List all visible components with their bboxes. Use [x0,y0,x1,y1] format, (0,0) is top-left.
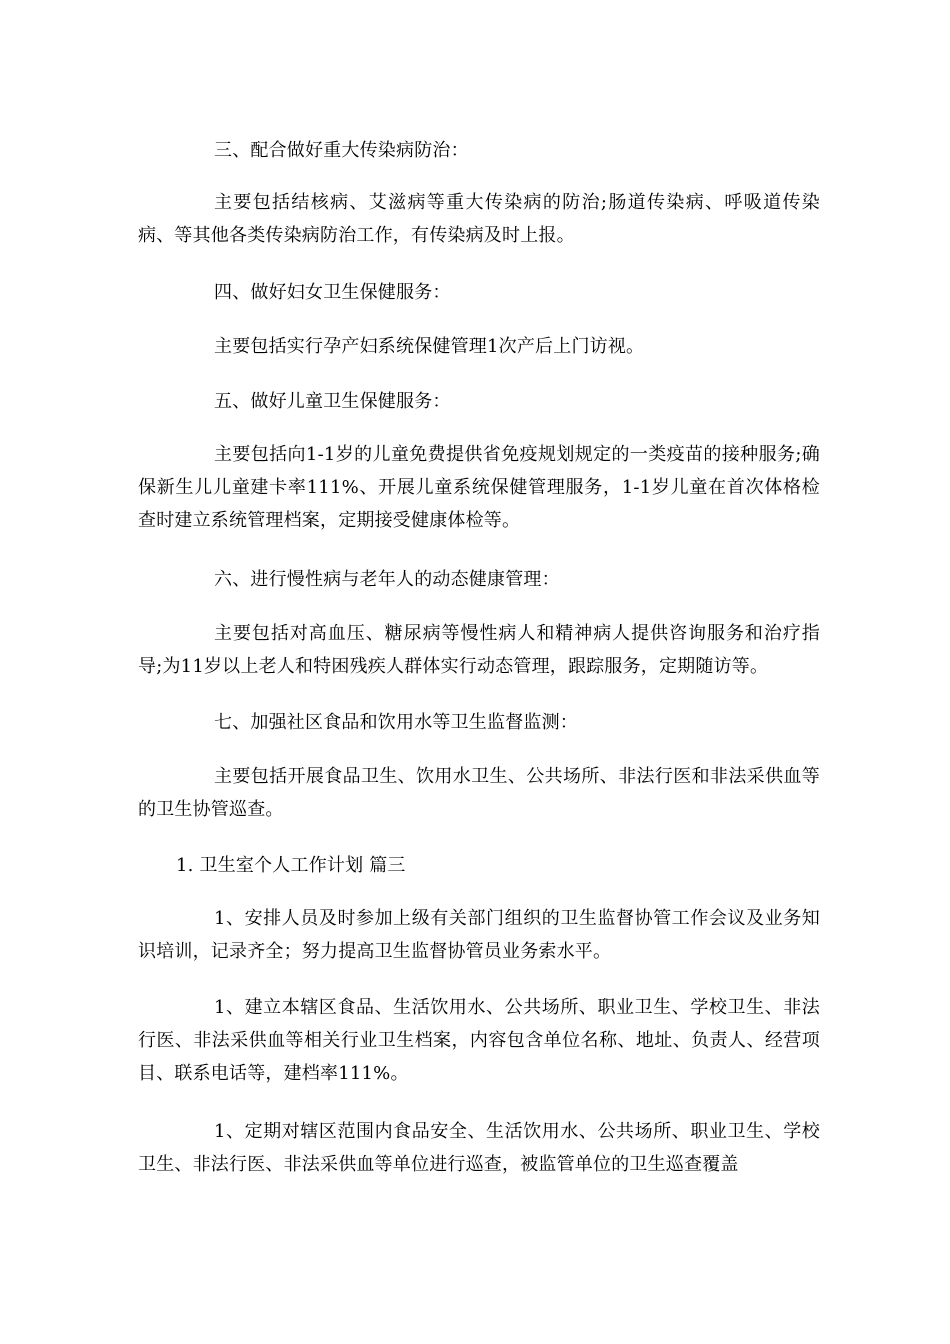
paragraph: 主要包括实行孕产妇系统保健管理1次产后上门访视。 [214,336,645,357]
paragraph: 1、建立本辖区食品、生活饮用水、公共场所、职业卫生、学校卫生、非法行医、非法采供血等相关行业卫生档案，内容包含单位名称、地址、负责人、经营项目、联系电话等，建档率111%。 [138,997,820,1084]
paragraph: 主要包括对高血压、糖尿病等慢性病人和精神病人提供咨询服务和治疗指导;为11岁以上老人和特困残疾人群体实行动态管理，跟踪服务，定期随访等。 [138,623,820,677]
section-heading-7: 七、加强社区食品和饮用水等卫生监督监测： [214,712,578,733]
paragraph: 1、定期对辖区范围内食品安全、生活饮用水、公共场所、职业卫生、学校卫生、非法行医、非法采供血等单位进行巡查，被监管单位的卫生巡查覆盖 [138,1121,820,1175]
section-heading-6: 六、进行慢性病与老年人的动态健康管理： [214,569,560,590]
paragraph: 主要包括结核病、艾滋病等重大传染病的防治;肠道传染病、呼吸道传染病、等其他各类传染病防治工作，有传染病及时上报。 [138,192,820,246]
section-title: 1. 卫生室个人工作计划 篇三 [176,855,406,876]
paragraph: 1、安排人员及时参加上级有关部门组织的卫生监督协管工作会议及业务知识培训，记录齐全；努力提高卫生监督协管员业务索水平。 [138,908,820,962]
paragraph: 主要包括向1-1岁的儿童免费提供省免疫规划规定的一类疫苗的接种服务;确保新生儿儿童建卡率111%、开展儿童系统保健管理服务，1-1岁儿童在首次体格检查时建立系统管理档案，定期接受健康体检等。 [138,444,820,531]
section-heading-3: 三、配合做好重大传染病防治： [214,140,469,161]
section-heading-5: 五、做好儿童卫生保健服务： [214,391,451,412]
paragraph: 主要包括开展食品卫生、饮用水卫生、公共场所、非法行医和非法采供血等的卫生协管巡查。 [138,766,820,820]
section-heading-4: 四、做好妇女卫生保健服务： [214,282,451,303]
